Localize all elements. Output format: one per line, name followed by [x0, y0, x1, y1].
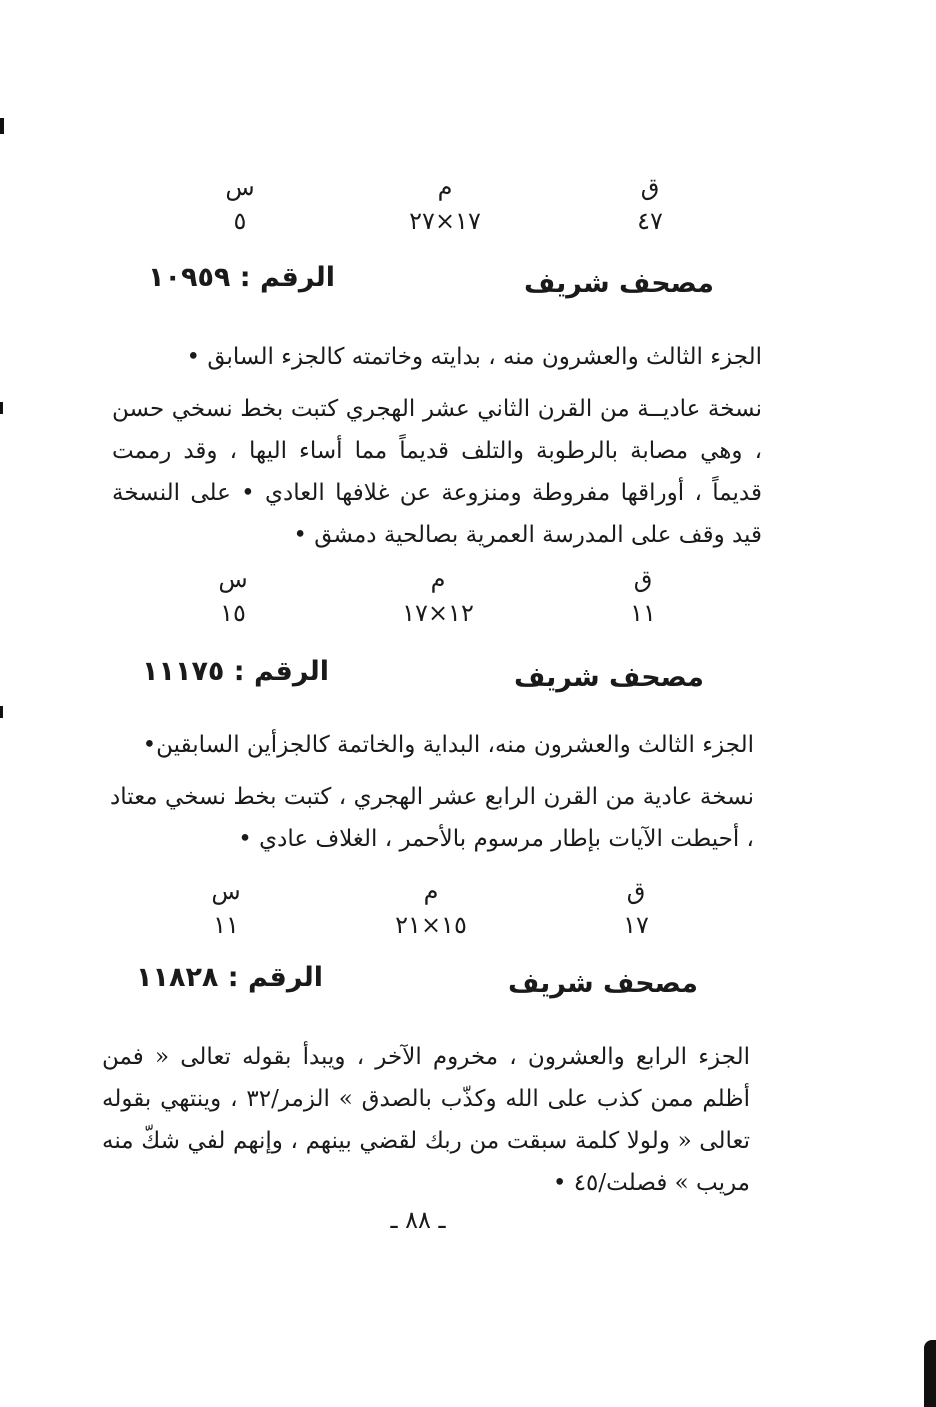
scan-mark — [0, 402, 3, 414]
entry-title: مصحف شريف — [508, 968, 698, 999]
entry-description-1 — [112, 336, 762, 556]
entry-description-2 — [110, 724, 754, 860]
entry-number: الرقم : ١١١٧٥ — [142, 656, 330, 687]
entry-number: الرقم : ١٠٩٥٩ — [148, 262, 336, 293]
measures-row-1 — [193, 562, 693, 632]
label-m: م — [423, 877, 439, 905]
label-q: ق — [626, 877, 646, 905]
scan-mark — [924, 1340, 936, 1407]
value-m: ١٥×٢١ — [395, 911, 467, 939]
entry-heading-2 — [142, 656, 704, 700]
measures-row-2 — [186, 874, 686, 944]
value-m: ١٢×١٧ — [402, 599, 474, 627]
value-q: ٤٧ — [637, 207, 663, 235]
label-s: س — [218, 565, 248, 593]
description-paragraph: نسخة عاديــة من القرن الثاني عشر الهجري كتبت بخط نسخي حسن ، وهي مصابة بالرطوبة والتلف قديماً مما أساء اليها ، وقد رممت قديماً ، أوراقها مفروطة ومنزوعة عن غلافها العادي • على النسخة قيد وقف على المدرسة العمرية بصالحية دمشق • — [112, 396, 762, 548]
page-number: ـ ٨٨ ـ — [390, 1206, 446, 1234]
scan-mark — [0, 118, 4, 134]
entry-heading-1 — [148, 262, 714, 306]
scan-mark — [0, 706, 3, 718]
description-paragraph: نسخة عادية من القرن الرابع عشر الهجري ، كتبت بخط نسخي معتاد ، أحيطت الآيات بإطار مرسوم بالأحمر ، الغلاف عادي • — [110, 784, 754, 852]
label-s: س — [225, 173, 255, 201]
description-paragraph: الجزء الثالث والعشرون منه ، بدايته وخاتمته كالجزء السابق • — [186, 344, 762, 370]
measures-row-0 — [200, 170, 700, 240]
label-m: م — [437, 173, 453, 201]
label-s: س — [211, 877, 241, 905]
entry-number: الرقم : ١١٨٢٨ — [136, 962, 324, 993]
entry-description-3 — [102, 1036, 750, 1204]
value-s: ١٥ — [220, 599, 246, 627]
label-q: ق — [633, 565, 653, 593]
description-paragraph: الجزء الرابع والعشرون ، مخروم الآخر ، ويبدأ بقوله تعالى « فمن أظلم ممن كذب على الله وكذّب بالصدق » الزمر/٣٢ ، وينتهي بقوله تعالى « ولولا كلمة سبقت من ربك لقضي بينهم ، وإنهم لفي شكّ منه مريب » فصلت/٤٥ • — [102, 1044, 750, 1196]
entry-heading-3 — [136, 962, 698, 1006]
entry-title: مصحف شريف — [514, 662, 704, 693]
value-q: ١١ — [630, 599, 656, 627]
description-paragraph: الجزء الثالث والعشرون منه، البداية والخاتمة كالجزأين السابقين• — [142, 732, 754, 758]
value-s: ٥ — [233, 207, 247, 235]
value-q: ١٧ — [623, 911, 649, 939]
label-m: م — [430, 565, 446, 593]
value-s: ١١ — [213, 911, 239, 939]
label-q: ق — [640, 173, 660, 201]
value-m: ١٧×٢٧ — [409, 207, 481, 235]
entry-title: مصحف شريف — [524, 268, 714, 299]
